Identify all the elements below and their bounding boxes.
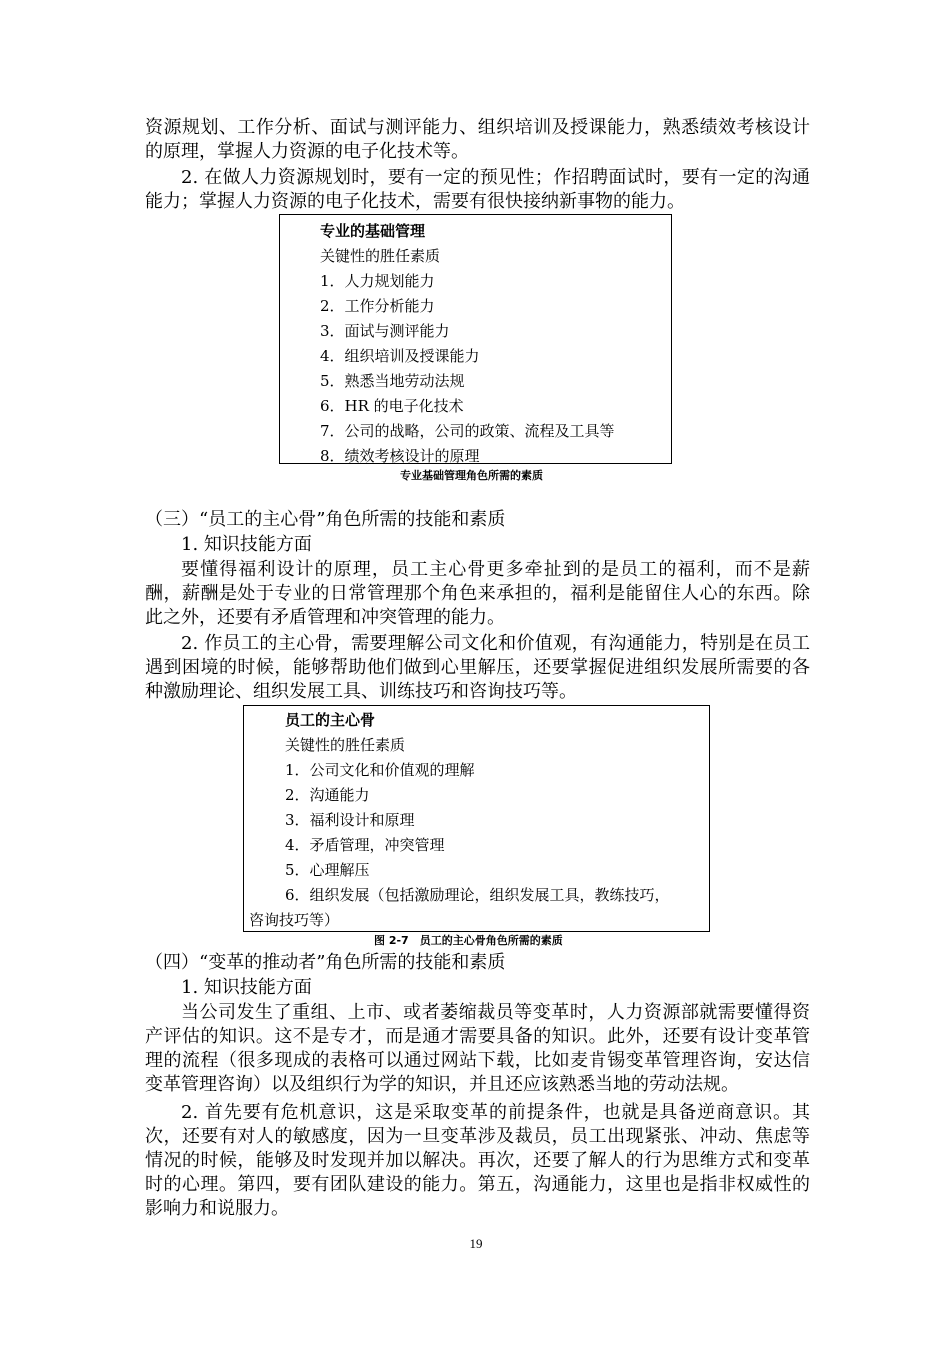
section4-paragraph-2: 2. 首先要有危机意识，这是采取变革的前提条件，也就是具备逆商意识。其次，还要有对人的敏感度，因为一旦变革涉及裁员，员工出现紧张、冲动、焦虑等情况的时候，能够及时发现并加以解决。再次，还要了解人的行为思维方式和变革时的心理。第四，要有团队建设的能力。第五，沟通能力，这里也是指非权威性的影响力和说服力。 xyxy=(145,1102,810,1219)
section-heading: （四）“变革的推动者”角色所需的技能和素质 xyxy=(145,952,506,973)
box-subtitle: 关键性的胜任素质 xyxy=(320,247,441,265)
list-item: 4．组织培训及授课能力 xyxy=(320,347,480,365)
list-item-continuation: 咨询技巧等） xyxy=(249,911,340,929)
figure-caption: 图 2-7 员工的主心骨角色所需的素质 xyxy=(374,934,563,947)
section-heading: （三）“员工的主心骨”角色所需的技能和素质 xyxy=(145,509,506,530)
box-title: 专业的基础管理 xyxy=(320,222,426,240)
intro-paragraph-2: 2. 在做人力资源规划时，要有一定的预见性；作招聘面试时，要有一定的沟通能力；掌握人力资源的电子化技术，需要有很快接纳新事物的能力。 xyxy=(145,167,810,212)
figure-caption: 专业基础管理角色所需的素质 xyxy=(400,469,543,482)
list-item: 1．人力规划能力 xyxy=(320,272,435,290)
list-item: 8．绩效考核设计的原理 xyxy=(320,447,480,465)
list-item: 6．HR 的电子化技术 xyxy=(320,397,464,415)
competency-box-employee-backbone xyxy=(243,705,710,932)
page-number: 19 xyxy=(469,1236,483,1251)
list-item: 5．熟悉当地劳动法规 xyxy=(320,372,465,390)
section4-paragraph-1: 当公司发生了重组、上市、或者萎缩裁员等变革时，人力资源部就需要懂得资产评估的知识。这不是专才，而是通才需要具备的知识。此外，还要有设计变革管理的流程（很多现成的表格可以通过网站下载，比如麦肯锡变革管理咨询，安达信变革管理咨询）以及组织行为学的知识，并且还应该熟悉当地的劳动法规。 xyxy=(145,1002,810,1095)
competency-box-professional xyxy=(279,214,672,464)
list-item: 3．面试与测评能力 xyxy=(320,322,450,340)
list-item: 7．公司的战略，公司的政策、流程及工具等 xyxy=(320,422,615,440)
list-item: 3．福利设计和原理 xyxy=(285,811,415,829)
section3-paragraph-2: 2. 作员工的主心骨，需要理解公司文化和价值观，有沟通能力，特别是在员工遇到困境的时候，能够帮助他们做到心里解压，还要掌握促进组织发展所需要的各种激励理论、组织发展工具、训练技巧和咨询技巧等。 xyxy=(145,633,810,702)
list-item: 1．公司文化和价值观的理解 xyxy=(285,761,475,779)
section3-paragraph-1: 要懂得福利设计的原理，员工主心骨更多牵扯到的是员工的福利，而不是薪酬，薪酬是处于专业的日常管理那个角色来承担的，福利是能留住人心的东西。除此之外，还要有矛盾管理和冲突管理的能力。 xyxy=(145,559,810,628)
intro-paragraph-1: 资源规划、工作分析、面试与测评能力、组织培训及授课能力，熟悉绩效考核设计的原理，掌握人力资源的电子化技术等。 xyxy=(145,117,810,162)
subsection-heading: 1. 知识技能方面 xyxy=(181,534,312,555)
list-item: 2．工作分析能力 xyxy=(320,297,435,315)
list-item: 5．心理解压 xyxy=(285,861,370,879)
box-subtitle: 关键性的胜任素质 xyxy=(285,736,406,754)
box-title: 员工的主心骨 xyxy=(285,711,376,729)
subsection-heading: 1. 知识技能方面 xyxy=(181,977,312,998)
list-item: 4．矛盾管理，冲突管理 xyxy=(285,836,445,854)
list-item: 6．组织发展（包括激励理论，组织发展工具，教练技巧， xyxy=(285,886,670,904)
list-item: 2．沟通能力 xyxy=(285,786,370,804)
